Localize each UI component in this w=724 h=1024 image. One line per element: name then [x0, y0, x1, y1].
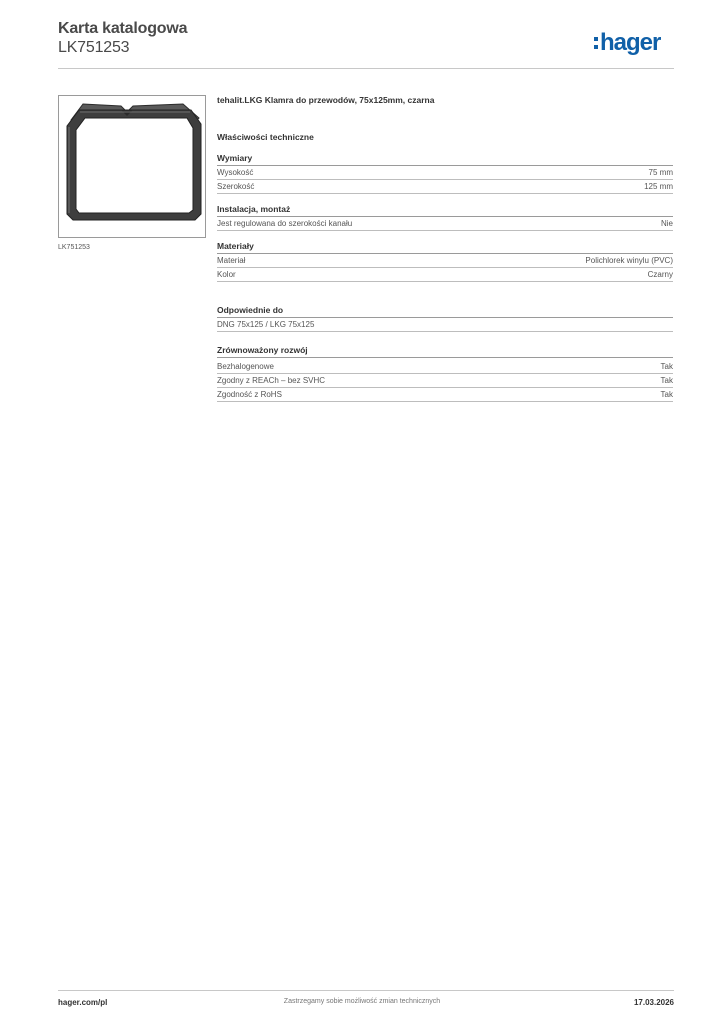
spec-label: DNG 75x125 / LKG 75x125: [217, 320, 315, 329]
spec-value: Tak: [660, 362, 673, 371]
spec-label: Jest regulowana do szerokości kanału: [217, 219, 353, 228]
spec-label: Zgodny z REACh – bez SVHC: [217, 376, 326, 385]
spec-value: Tak: [660, 390, 673, 399]
logo-wordmark: hager: [600, 29, 661, 56]
spec-label: Szerokość: [217, 182, 255, 191]
page-title: Karta katalogowa: [58, 20, 188, 37]
spec-value: Tak: [660, 376, 673, 385]
spec-row: [217, 254, 673, 268]
spec-sheet: [217, 94, 673, 402]
footer-date: 17.03.2026: [633, 998, 674, 1007]
spec-value: Polichlorek winylu (PVC): [585, 256, 673, 265]
spec-row: [217, 360, 673, 374]
group-title-zrownowazony: Zrównoważony rozwój: [217, 344, 673, 358]
footer-divider: [58, 990, 674, 991]
spec-value: Czarny: [647, 270, 673, 279]
group-title-materialy: Materiały: [217, 240, 673, 254]
spec-value: 125 mm: [644, 182, 673, 191]
spec-label: Materiał: [217, 256, 246, 265]
spec-value: Nie: [660, 219, 673, 228]
spec-row: [217, 374, 673, 388]
spec-row: [217, 180, 673, 194]
spec-row: [217, 166, 673, 180]
spec-row: [217, 318, 673, 332]
spec-label: Wysokość: [217, 168, 254, 177]
cable-clamp-icon: [59, 96, 207, 239]
website-link[interactable]: hager.com/pl: [58, 998, 108, 1007]
footer-disclaimer: Zastrzegamy sobie możliwość zmian technicznych: [283, 998, 441, 1005]
spec-row: [217, 268, 673, 282]
image-caption: LK751253: [58, 244, 90, 251]
spec-value: 75 mm: [648, 168, 673, 177]
group-title-instalacja: Instalacja, montaż: [217, 203, 673, 217]
section-title: Właściwości techniczne: [217, 132, 314, 142]
product-name: tehalit.LKG Klamra do przewodów, 75x125mm, czarna: [217, 95, 435, 105]
group-title-wymiary: Wymiary: [217, 152, 673, 166]
product-code: LK751253: [58, 39, 130, 56]
spec-row: [217, 217, 673, 231]
hager-logo: [594, 29, 674, 57]
spec-label: Bezhalogenowe: [217, 362, 274, 371]
spec-label: Zgodność z RoHS: [217, 390, 282, 399]
logo-dots-icon: [594, 37, 598, 53]
header-divider: [58, 68, 674, 69]
group-title-odpowiednie: Odpowiednie do: [217, 304, 673, 318]
product-image: [58, 95, 206, 238]
spec-row: [217, 388, 673, 402]
spec-label: Kolor: [217, 270, 236, 279]
